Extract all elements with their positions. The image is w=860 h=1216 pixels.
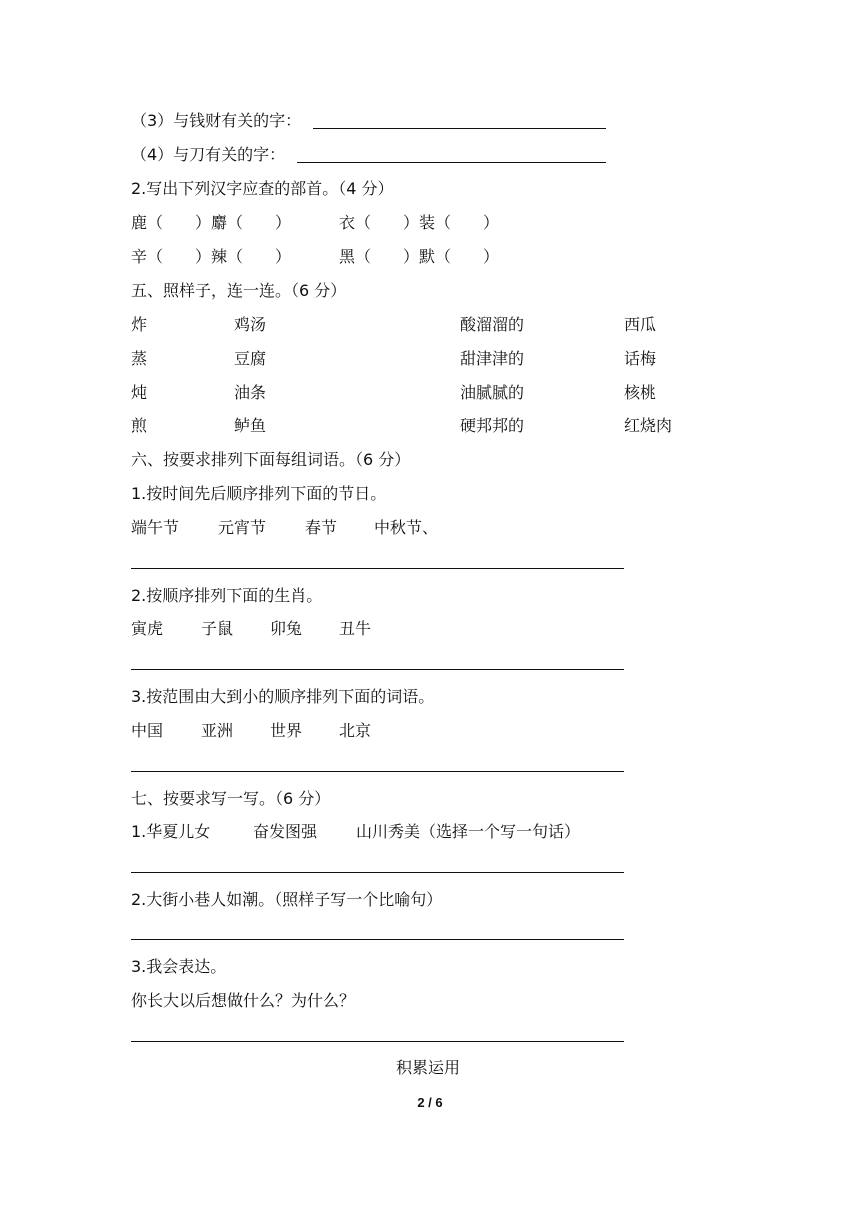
word: 北京 bbox=[339, 721, 372, 740]
word: 元宵节 bbox=[218, 518, 267, 537]
subquestion-3-question: 你长大以后想做什么？为什么？ bbox=[131, 991, 356, 1010]
section-7-title: 七、按要求写一写。（6 分） bbox=[131, 789, 331, 808]
subquestion-1-prompt: 1.按时间先后顺序排列下面的节日。 bbox=[131, 484, 387, 503]
match-word[interactable]: 硬邦邦的 bbox=[460, 416, 525, 435]
word: 子鼠 bbox=[201, 619, 234, 638]
match-word[interactable]: 炸 bbox=[131, 315, 148, 334]
match-word[interactable]: 煎 bbox=[131, 416, 148, 435]
word: 1.华夏儿女 bbox=[131, 822, 211, 841]
match-word[interactable]: 豆腐 bbox=[234, 349, 267, 368]
answer-line-item-4[interactable] bbox=[297, 162, 606, 163]
match-word[interactable]: 话梅 bbox=[624, 349, 657, 368]
word: 亚洲 bbox=[201, 721, 234, 740]
match-word[interactable]: 甜津津的 bbox=[460, 349, 525, 368]
section-heading: 积累运用 bbox=[396, 1058, 461, 1077]
word: 中国 bbox=[131, 721, 164, 740]
word: 世界 bbox=[270, 721, 303, 740]
word: 端午节 bbox=[131, 518, 180, 537]
match-word[interactable]: 红烧肉 bbox=[624, 416, 673, 435]
word: 山川秀美（选择一个写一句话） bbox=[356, 822, 581, 841]
item-3-label: （3）与钱财有关的字： bbox=[131, 111, 302, 130]
subquestion-2-prompt: 2.大街小巷人如潮。（照样子写一个比喻句） bbox=[131, 890, 443, 909]
word: 奋发图强 bbox=[253, 822, 318, 841]
match-word[interactable]: 油腻腻的 bbox=[460, 383, 525, 402]
answer-line[interactable] bbox=[131, 872, 624, 873]
radical-item: 黑（ ）默（ ） bbox=[339, 247, 500, 266]
match-word[interactable]: 蒸 bbox=[131, 349, 148, 368]
word: 中秋节、 bbox=[374, 518, 439, 537]
word: 寅虎 bbox=[131, 619, 164, 638]
radical-item: 辛（ ）辣（ ） bbox=[131, 247, 292, 266]
answer-line[interactable] bbox=[131, 568, 624, 569]
radical-item: 鹿（ ）麝（ ） bbox=[131, 213, 292, 232]
section-5-title: 五、照样子，连一连。（6 分） bbox=[131, 281, 347, 300]
subquestion-3-prompt: 3.我会表达。 bbox=[131, 957, 227, 976]
answer-line-item-3[interactable] bbox=[313, 128, 606, 129]
radical-item: 衣（ ）装（ ） bbox=[339, 213, 500, 232]
match-word[interactable]: 炖 bbox=[131, 383, 148, 402]
match-word[interactable]: 油条 bbox=[234, 383, 267, 402]
answer-line[interactable] bbox=[131, 1041, 624, 1042]
word: 春节 bbox=[305, 518, 338, 537]
page-number: 2 / 6 bbox=[417, 1095, 443, 1110]
answer-line[interactable] bbox=[131, 771, 624, 772]
match-word[interactable]: 鲈鱼 bbox=[234, 416, 267, 435]
answer-line[interactable] bbox=[131, 939, 624, 940]
answer-line[interactable] bbox=[131, 669, 624, 670]
word: 卯兔 bbox=[270, 619, 303, 638]
match-word[interactable]: 核桃 bbox=[624, 383, 657, 402]
word: 丑牛 bbox=[339, 619, 372, 638]
match-word[interactable]: 酸溜溜的 bbox=[460, 315, 525, 334]
subquestion-3-prompt: 3.按范围由大到小的顺序排列下面的词语。 bbox=[131, 687, 435, 706]
question-2-title: 2.写出下列汉字应查的部首。（4 分） bbox=[131, 179, 394, 198]
match-word[interactable]: 鸡汤 bbox=[234, 315, 267, 334]
item-4-label: （4）与刀有关的字： bbox=[131, 145, 286, 164]
match-word[interactable]: 西瓜 bbox=[624, 315, 657, 334]
subquestion-2-prompt: 2.按顺序排列下面的生肖。 bbox=[131, 586, 323, 605]
section-6-title: 六、按要求排列下面每组词语。（6 分） bbox=[131, 450, 411, 469]
